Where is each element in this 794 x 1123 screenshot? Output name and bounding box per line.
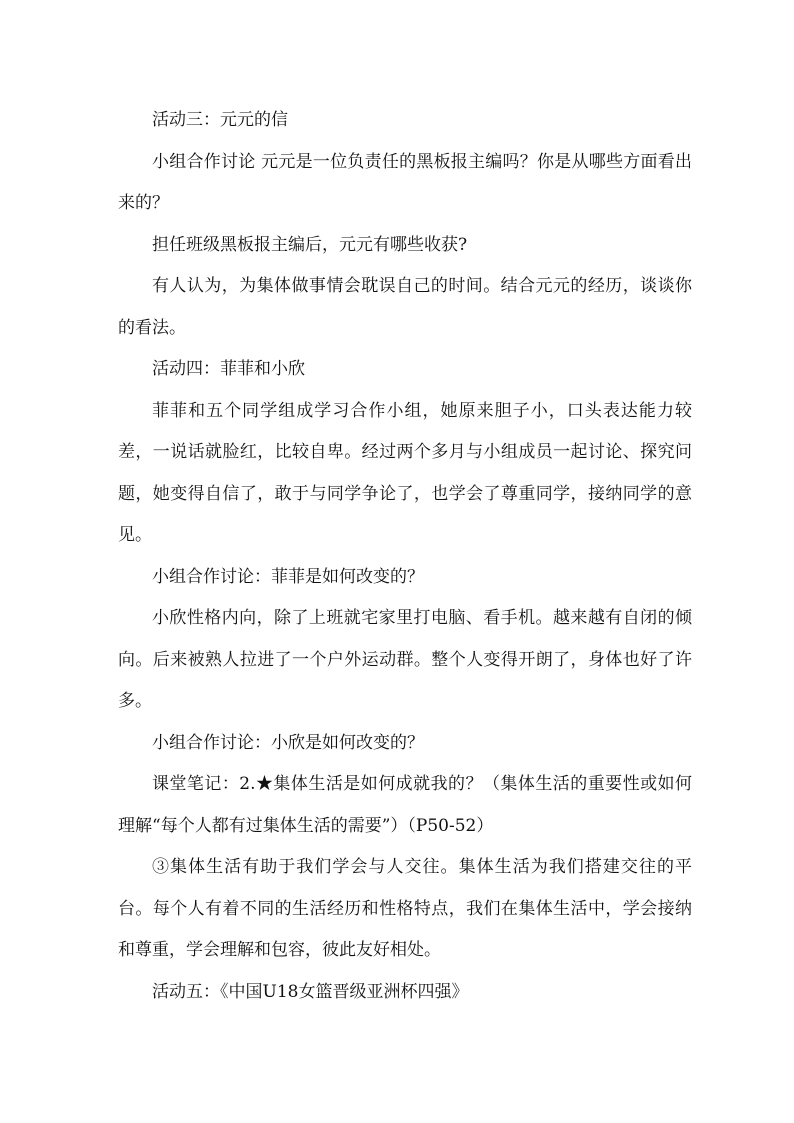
question-collective-time: 有人认为，为集体做事情会耽误自己的时间。结合元元的经历，谈谈你的看法。 <box>118 276 692 338</box>
discussion-question-xiaoxin: 小组合作讨论：小欣是如何改变的？ <box>152 732 424 753</box>
feifei-story-paragraph: 菲菲和五个同学组成学习合作小组，她原来胆子小，口头表达能力较差，一说话就脸红，比较自卑。经过两个多月与小组成员一起讨论、探究问题，她变得自信了，敢于与同学争论了，也学会了尊重同学，接纳同学的意见。 <box>118 400 692 545</box>
activity-five-heading: 活动五：《中国U18女篮晋级亚洲杯四强》 <box>152 981 469 1002</box>
activity-three-heading: 活动三：元元的信 <box>152 110 288 130</box>
discussion-question-yuanyuan: 小组合作讨论 元元是一位负责任的黑板报主编吗？你是从哪些方面看出来的？ <box>118 151 692 213</box>
question-yuanyuan-gains: 担任班级黑板报主编后，元元有哪些收获? <box>152 234 468 255</box>
collective-life-point-paragraph: ③集体生活有助于我们学会与人交往。集体生活为我们搭建交往的平台。每个人有着不同的生活经历和性格特点，我们在集体生活中，学会接纳和尊重，学会理解和包容，彼此友好相处。 <box>118 857 692 960</box>
class-notes-paragraph: 课堂笔记：2.★集体生活是如何成就我的？（集体生活的重要性或如何理解“每个人都有过集体生活的需要”）（P50-52） <box>118 774 692 836</box>
discussion-question-feifei: 小组合作讨论：菲菲是如何改变的？ <box>152 566 424 587</box>
xiaoxin-story-paragraph: 小欣性格内向，除了上班就宅家里打电脑、看手机。越来越有自闭的倾向。后来被熟人拉进了一个户外运动群。整个人变得开朗了，身体也好了许多。 <box>118 608 692 711</box>
activity-four-heading: 活动四：菲菲和小欣 <box>152 359 305 379</box>
document-page <box>118 100 692 1013</box>
